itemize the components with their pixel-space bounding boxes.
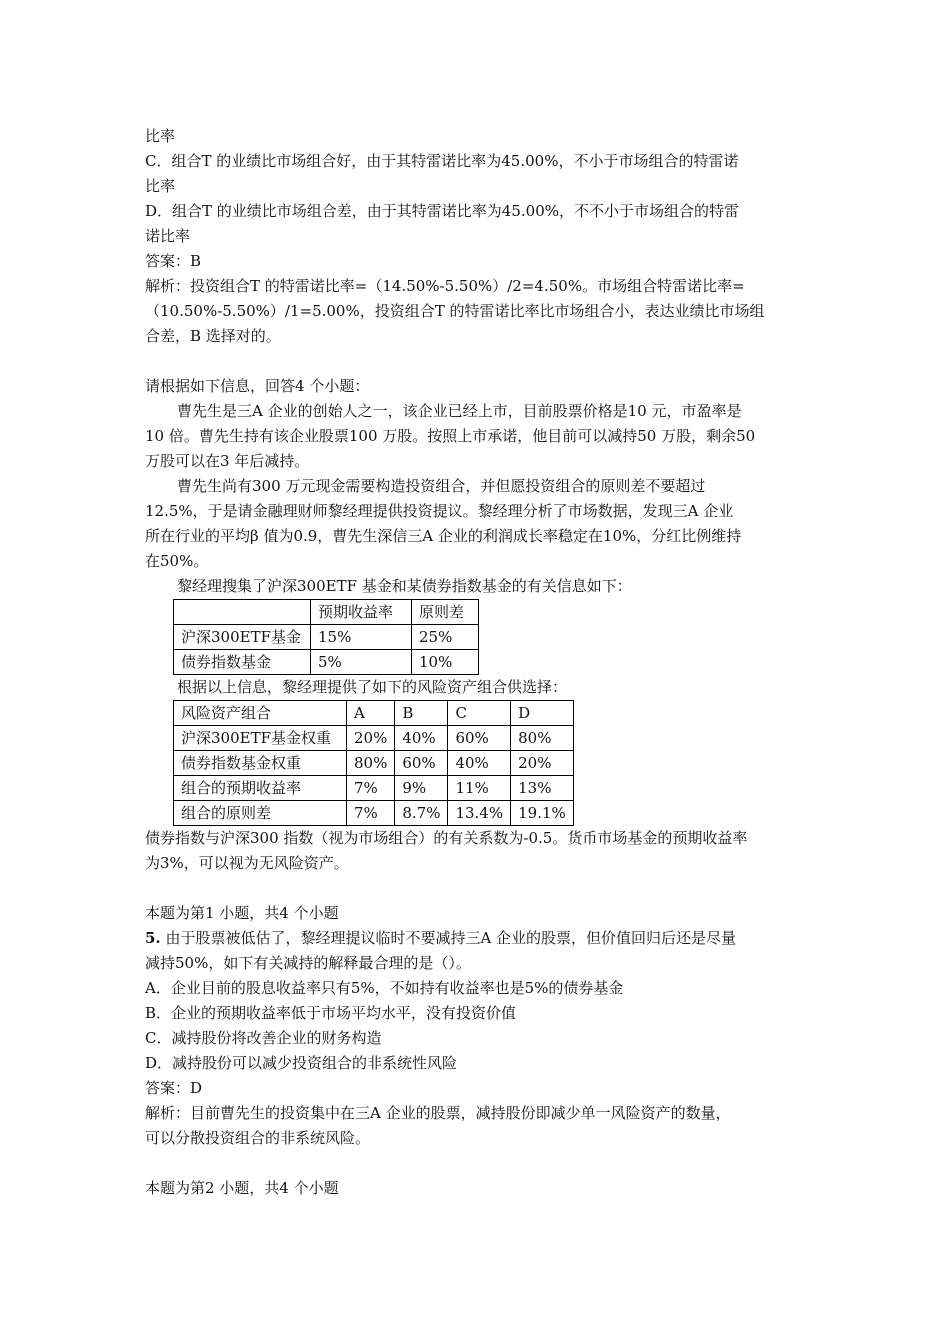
option-b: B．企业的预期收益率低于市场平均水平，没有投资价值 — [145, 1004, 517, 1022]
table-cell: 沪深300ETF基金 — [174, 625, 311, 650]
table-cell: B — [395, 701, 448, 726]
after-table-line: 为3%，可以视为无风险资产。 — [145, 854, 349, 872]
text-line: 比率 — [145, 127, 176, 145]
table-header-row — [174, 701, 574, 726]
table-header-row — [174, 600, 479, 625]
option-c: C．减持股份将改善企业的财务构造 — [145, 1029, 382, 1047]
table-cell: 19.1% — [511, 801, 574, 826]
table-cell: 组合的预期收益率 — [174, 776, 347, 801]
text-line: 诺比率 — [145, 227, 191, 245]
table-cell: 组合的原则差 — [174, 801, 347, 826]
option-a: A．企业目前的股息收益率只有5%，不如持有收益率也是5%的债券基金 — [145, 979, 624, 997]
table-cell: 40% — [395, 726, 448, 751]
analysis-line: 可以分散投资组合的非系统风险。 — [145, 1129, 371, 1147]
option-c: C．组合T 的业绩比市场组合好，由于其特雷诺比率为45.00%，不小于市场组合的特雷诺 — [145, 152, 739, 170]
table-cell: 7% — [347, 801, 395, 826]
table-cell: 25% — [412, 625, 479, 650]
table-row — [174, 776, 574, 801]
table-cell: 原则差 — [412, 600, 479, 625]
table-row — [174, 801, 574, 826]
para2-line: 所在行业的平均β 值为0.9，曹先生深信三A 企业的利润成长率稳定在10%，分红比例维持 — [145, 527, 742, 545]
fund-info-table — [173, 599, 479, 675]
table-cell: 10% — [412, 650, 479, 675]
para2-line: 曹先生尚有300 万元现金需要构造投资组合，并但愿投资组合的原则差不要超过 — [177, 477, 706, 495]
text-line: 比率 — [145, 177, 176, 195]
table-cell: 80% — [347, 751, 395, 776]
table-cell — [174, 600, 311, 625]
table-cell: 40% — [448, 751, 511, 776]
table1-caption: 黎经理搜集了沪深300ETF 基金和某债券指数基金的有关信息如下： — [177, 577, 632, 595]
portfolio-table — [173, 700, 574, 826]
answer: 答案：D — [145, 1079, 203, 1097]
table-row — [174, 751, 574, 776]
option-d: D．减持股份可以减少投资组合的非系统性风险 — [145, 1054, 458, 1072]
analysis-line: （10.50%-5.50%）/1=5.00%，投资组合T 的特雷诺比率比市场组合小，表达业绩比市场组 — [145, 302, 765, 320]
spacer — [145, 1151, 810, 1176]
spacer — [145, 349, 810, 374]
table-cell: 7% — [347, 776, 395, 801]
table-row — [174, 650, 479, 675]
table-cell: 预期收益率 — [311, 600, 412, 625]
table-cell: 80% — [511, 726, 574, 751]
question-5-line: 减持50%，如下有关减持的解释最合理的是（）。 — [145, 954, 471, 972]
table-cell: 风险资产组合 — [174, 701, 347, 726]
spacer — [145, 876, 810, 901]
document-page — [145, 124, 810, 1201]
para2-line: 12.5%，于是请金融理财师黎经理提供投资提议。黎经理分析了市场数据，发现三A 企业 — [145, 502, 734, 520]
table-cell: A — [347, 701, 395, 726]
table2-caption: 根据以上信息，黎经理提供了如下的风险资产组合供选择： — [177, 678, 568, 696]
question-number: 5. — [145, 929, 161, 947]
para1-line: 万股可以在3 年后减持。 — [145, 452, 310, 470]
question-text: 由于股票被低估了，黎经理提议临时不要减持三A 企业的股票，但价值回归后还是尽量 — [160, 929, 737, 947]
table-cell: 债券指数基金 — [174, 650, 311, 675]
para2-line: 在50%。 — [145, 552, 209, 570]
table-cell: 13% — [511, 776, 574, 801]
table-cell: 13.4% — [448, 801, 511, 826]
table-cell: 20% — [511, 751, 574, 776]
table-cell: 债券指数基金权重 — [174, 751, 347, 776]
option-d: D．组合T 的业绩比市场组合差，由于其特雷诺比率为45.00%，不不小于市场组合的特雷 — [145, 202, 739, 220]
table-cell: 15% — [311, 625, 412, 650]
para1-line: 曹先生是三A 企业的创始人之一，该企业已经上市，目前股票价格是10 元，市盈率是 — [177, 402, 742, 420]
table-row — [174, 726, 574, 751]
question-5-line — [145, 926, 810, 951]
question-header: 本题为第1 小题，共4 个小题 — [145, 904, 339, 922]
after-table-line: 债券指数与沪深300 指数（视为市场组合）的有关系数为-0.5。货币市场基金的预期收益率 — [145, 829, 748, 847]
table-cell: 沪深300ETF基金权重 — [174, 726, 347, 751]
para1-line: 10 倍。曹先生持有该企业股票100 万股。按照上市承诺，他目前可以减持50 万股，剩余50 — [145, 427, 756, 445]
table-cell: 20% — [347, 726, 395, 751]
table-cell: 5% — [311, 650, 412, 675]
analysis-line: 合差，B 选择对的。 — [145, 327, 281, 345]
table-cell: 60% — [395, 751, 448, 776]
analysis-line: 解析：投资组合T 的特雷诺比率=（14.50%-5.50%）/2=4.50%。市场组合特雷诺比率= — [145, 277, 745, 295]
table-cell: D — [511, 701, 574, 726]
question-header: 本题为第2 小题，共4 个小题 — [145, 1179, 339, 1197]
table-cell: 60% — [448, 726, 511, 751]
table-row — [174, 625, 479, 650]
table-cell: 9% — [395, 776, 448, 801]
table-cell: 11% — [448, 776, 511, 801]
intro: 请根据如下信息，回答4 个小题： — [145, 377, 370, 395]
answer: 答案：B — [145, 252, 202, 270]
table-cell: 8.7% — [395, 801, 448, 826]
table-cell: C — [448, 701, 511, 726]
analysis-line: 解析：目前曹先生的投资集中在三A 企业的股票，减持股份即减少单一风险资产的数量， — [145, 1104, 731, 1122]
